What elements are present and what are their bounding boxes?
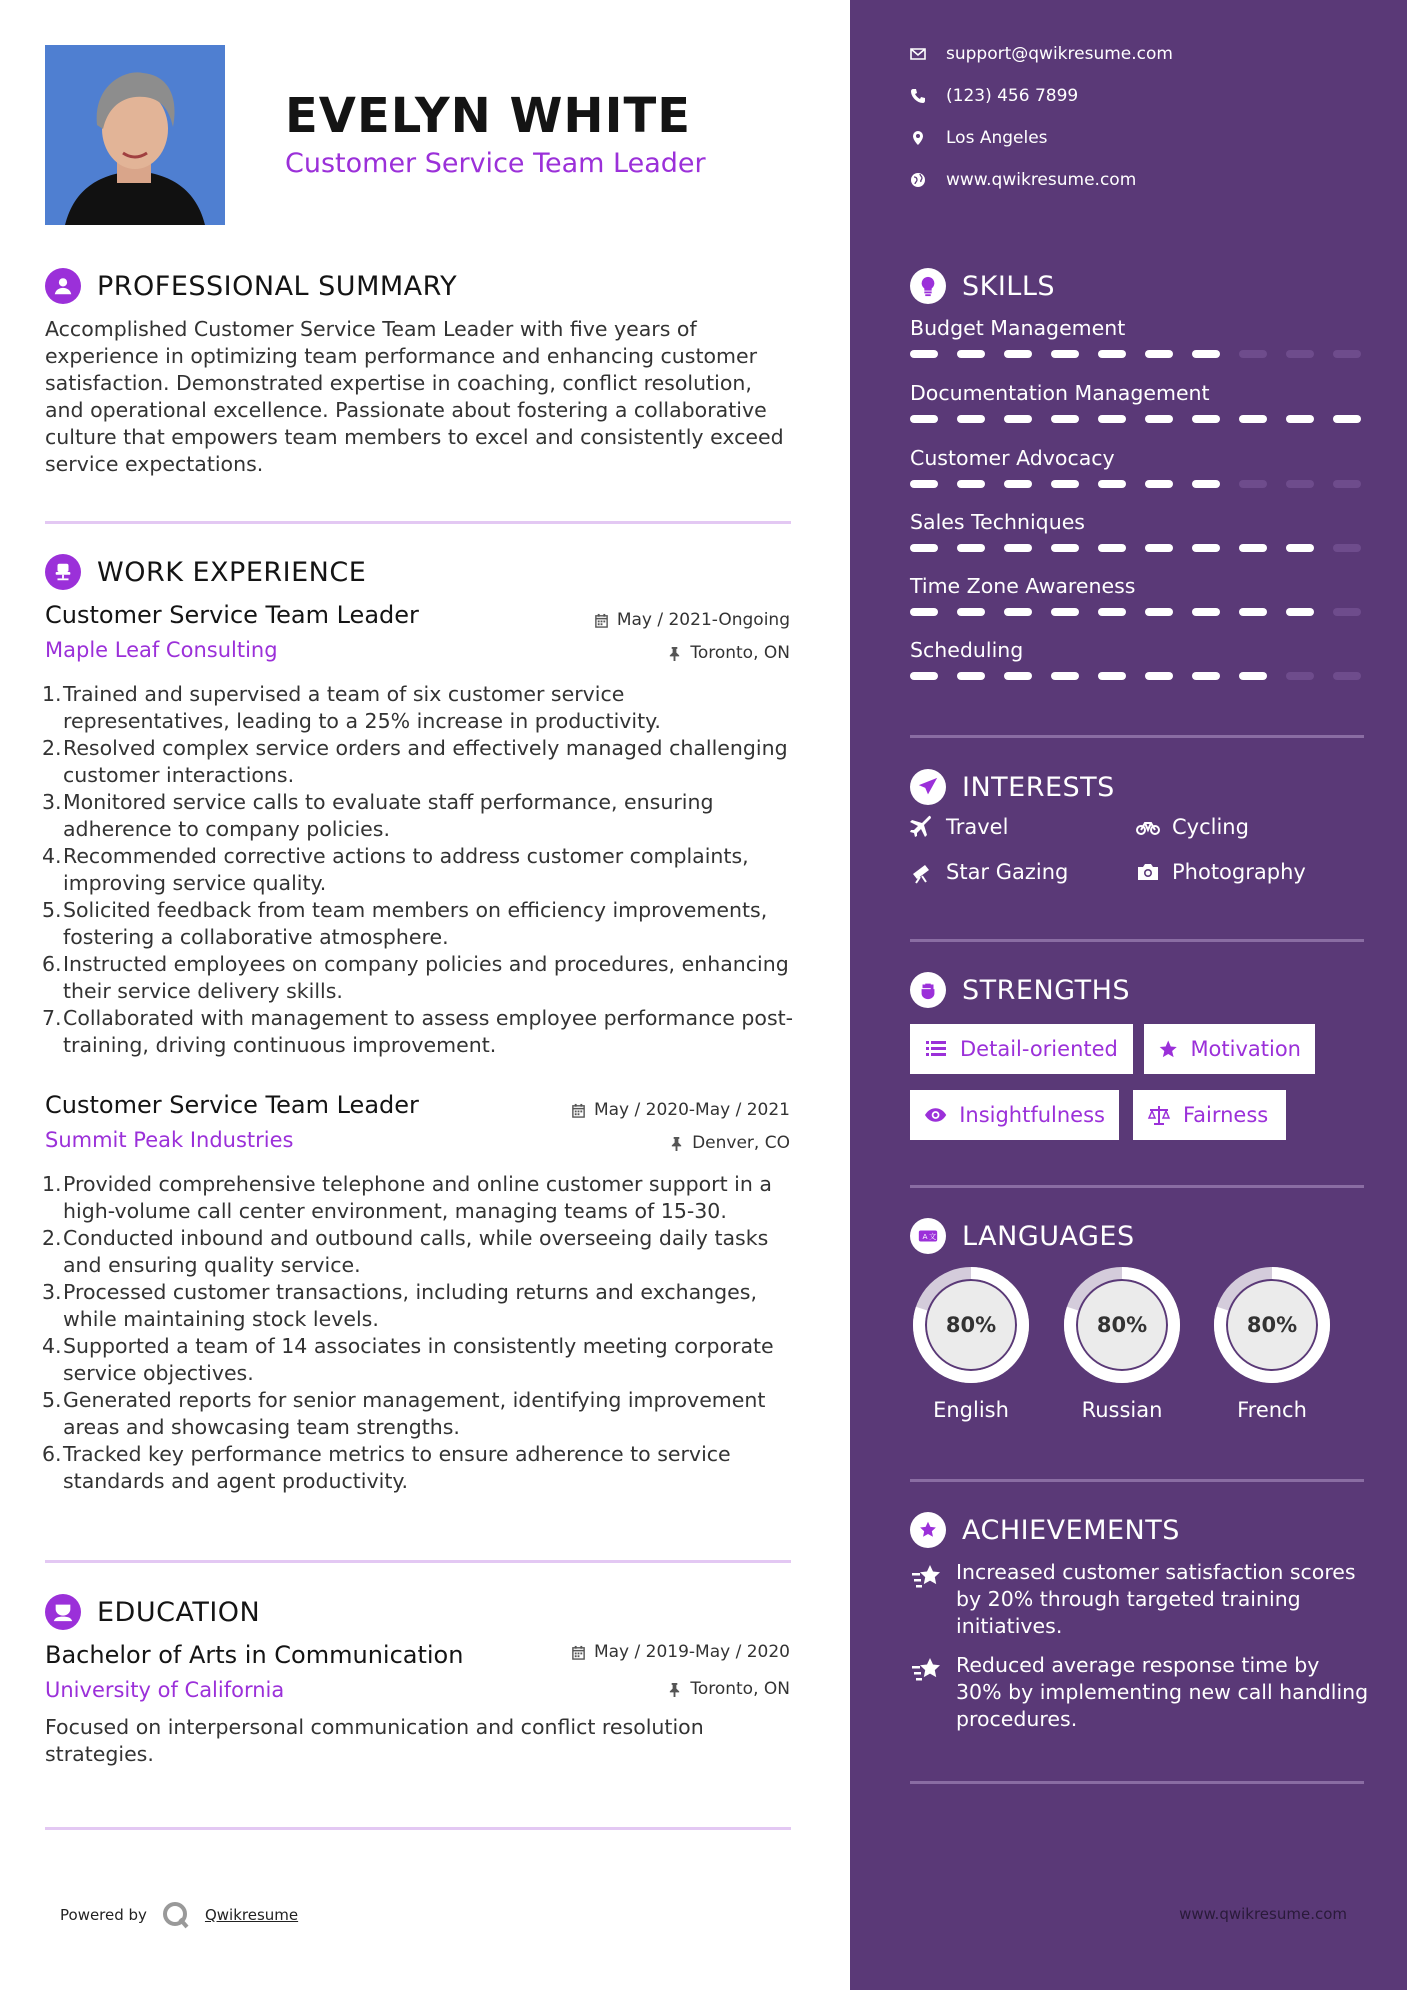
skill-level-segment	[1286, 608, 1314, 616]
interest-travel: Travel	[910, 815, 1008, 839]
website-text[interactable]: www.qwikresume.com	[946, 170, 1137, 190]
skill-level-segment	[1192, 480, 1220, 488]
skill-level-segment	[1286, 415, 1314, 423]
list-item: 3. Monitored service calls to evaluate staff performance, ensuring adherence to company policies.	[42, 790, 714, 841]
skill-level-segment	[1145, 544, 1173, 552]
skill-level-segment	[1004, 672, 1032, 680]
skill-level-segment	[1145, 672, 1173, 680]
skill-level-segment	[910, 350, 938, 358]
language-name: English	[933, 1398, 1009, 1422]
phone-text: (123) 456 7899	[946, 86, 1079, 106]
skill-level-segment	[1004, 480, 1032, 488]
duty-list	[42, 681, 794, 1059]
skill-level-segment	[1051, 672, 1079, 680]
skill-level-segment	[1004, 415, 1032, 423]
skill-name: Scheduling	[910, 638, 1024, 662]
phone-icon	[910, 88, 926, 104]
brand-link[interactable]: Qwikresume	[204, 1906, 299, 1924]
pin-icon	[669, 1136, 684, 1151]
skill-level-segment	[1098, 672, 1126, 680]
skill-level-segment	[910, 608, 938, 616]
pin-icon	[667, 646, 682, 661]
skill-level-segment	[1004, 608, 1032, 616]
skill-level-segment	[1333, 672, 1361, 680]
list-item: 2. Conducted inbound and outbound calls, while overseeing daily tasks and ensuring quality service.	[42, 1226, 769, 1277]
list-item: 6. Tracked key performance metrics to ensure adherence to service standards and agent productivity.	[42, 1442, 731, 1493]
paper-plane-icon	[910, 769, 946, 805]
skill-name: Sales Techniques	[910, 510, 1085, 534]
skill-level-segment	[1286, 544, 1314, 552]
envelope-icon	[910, 46, 926, 62]
skill-level-segment	[1098, 544, 1126, 552]
education-description: Focused on interpersonal communication and conflict resolution strategies.	[45, 1715, 704, 1766]
job-title: Customer Service Team Leader	[45, 1091, 419, 1119]
skill-name: Time Zone Awareness	[910, 574, 1136, 598]
skill-row	[910, 381, 1364, 423]
skill-level-segment	[1192, 672, 1220, 680]
summary-text: Accomplished Customer Service Team Leader with five years of experience in optimizing team performance and enhancing customer satisfaction. Demonstrated expertise in coaching, conflict resolution, and operational excellence. Passionate about fostering a collaborative culture that empowers team members to excel and consistently exceed service expectations.	[45, 317, 784, 476]
strength-insightfulness: Insightfulness	[910, 1090, 1119, 1140]
education-location	[667, 1679, 790, 1699]
interests-title: INTERESTS	[962, 771, 1115, 803]
strengths-heading	[910, 972, 1130, 1008]
skill-level-segment	[1004, 350, 1032, 358]
divider	[910, 1479, 1364, 1482]
skill-level-segment	[957, 480, 985, 488]
job-dates-text: May / 2020-May / 2021	[593, 1100, 790, 1120]
skill-level-bar	[910, 415, 1364, 423]
office-chair-icon	[45, 554, 81, 590]
interests-heading	[910, 769, 1115, 805]
education-heading	[45, 1594, 260, 1630]
job-location-text: Denver, CO	[692, 1133, 790, 1153]
list-item: 1. Trained and supervised a team of six customer service representatives, leading to a 25% increase in productivity.	[42, 682, 661, 733]
strength-motivation: Motivation	[1144, 1024, 1315, 1074]
list-item: 2. Resolved complex service orders and effectively managed challenging customer interactions.	[42, 736, 788, 787]
language-item	[910, 1264, 1032, 1422]
list-item: 4. Recommended corrective actions to address customer complaints, improving service quality.	[42, 844, 749, 895]
skill-level-segment	[1145, 350, 1173, 358]
skill-level-segment	[910, 415, 938, 423]
shooting-star-icon	[910, 1561, 942, 1593]
skill-level-segment	[1098, 350, 1126, 358]
skill-level-segment	[1239, 608, 1267, 616]
skill-level-segment	[1239, 544, 1267, 552]
skill-row	[910, 510, 1364, 552]
profile-photo	[45, 45, 225, 225]
skill-row	[910, 574, 1364, 616]
bicycle-icon	[1136, 815, 1160, 839]
contact-phone	[910, 86, 1078, 106]
candidate-name: EVELYN WHITE	[285, 88, 691, 144]
list-icon	[924, 1037, 948, 1061]
skill-level-segment	[1286, 350, 1314, 358]
achievements-title: ACHIEVEMENTS	[962, 1514, 1180, 1546]
job-location	[669, 1133, 790, 1153]
language-item	[1211, 1264, 1333, 1422]
experience-title: WORK EXPERIENCE	[97, 556, 367, 588]
list-item: 7. Collaborated with management to assess employee performance post-training, driving continuous improvement.	[42, 1006, 794, 1057]
contact-location	[910, 128, 1048, 148]
footer-site[interactable]: www.qwikresume.com	[1179, 1905, 1347, 1923]
language-percent: 80%	[1246, 1313, 1298, 1337]
location-pin-icon	[910, 130, 926, 146]
contact-website	[910, 170, 1136, 190]
interest-cycling: Cycling	[1136, 815, 1249, 839]
skill-level-segment	[1333, 350, 1361, 358]
powered-by	[60, 1900, 298, 1930]
graduate-icon	[45, 1594, 81, 1630]
list-item: 1. Provided comprehensive telephone and online customer support in a high-volume call center environment, managing teams of 15-30.	[42, 1172, 772, 1223]
divider	[910, 1185, 1364, 1188]
skill-level-segment	[1098, 415, 1126, 423]
skill-level-segment	[1192, 544, 1220, 552]
star-icon	[1158, 1037, 1178, 1061]
skill-level-segment	[957, 608, 985, 616]
skill-level-segment	[1051, 480, 1079, 488]
list-item: 6. Instructed employees on company policies and procedures, enhancing their service delivery skills.	[42, 952, 789, 1003]
contact-email	[910, 44, 1173, 64]
skill-level-segment	[1333, 608, 1361, 616]
skill-level-bar	[910, 544, 1364, 552]
calendar-icon	[594, 613, 609, 628]
achievement-item: Increased customer satisfaction scores by 20% through targeted training initiatives.	[910, 1559, 1370, 1640]
duty-list	[42, 1171, 794, 1495]
skill-level-segment	[1286, 480, 1314, 488]
skill-level-segment	[910, 672, 938, 680]
skill-level-segment	[1239, 672, 1267, 680]
skill-level-segment	[1286, 672, 1314, 680]
language-ring	[1211, 1264, 1333, 1386]
skill-level-bar	[910, 480, 1364, 488]
job-dates-text: May / 2021-Ongoing	[616, 610, 790, 630]
strength-detail-oriented: Detail-oriented	[910, 1024, 1133, 1074]
eye-icon	[924, 1103, 947, 1127]
languages-heading	[910, 1218, 1135, 1254]
language-percent: 80%	[945, 1313, 997, 1337]
job-dates	[571, 1100, 790, 1120]
skill-level-segment	[957, 415, 985, 423]
calendar-icon	[571, 1103, 586, 1118]
interest-star-gazing: Star Gazing	[910, 860, 1068, 884]
experience-heading	[45, 554, 366, 590]
skill-name: Documentation Management	[910, 381, 1210, 405]
language-name: French	[1237, 1398, 1307, 1422]
skill-level-segment	[1239, 350, 1267, 358]
skill-row	[910, 446, 1364, 488]
language-name: Russian	[1081, 1398, 1163, 1422]
language-percent: 80%	[1096, 1313, 1148, 1337]
pin-icon	[667, 1682, 682, 1697]
divider	[910, 735, 1364, 738]
language-item	[1061, 1264, 1183, 1422]
skill-level-bar	[910, 608, 1364, 616]
user-icon	[45, 268, 81, 304]
telescope-icon	[910, 860, 934, 884]
skill-level-bar	[910, 672, 1364, 680]
skill-level-segment	[1333, 480, 1361, 488]
summary-heading	[45, 268, 457, 304]
list-item: 4. Supported a team of 14 associates in consistently meeting corporate service objectives.	[42, 1334, 774, 1385]
divider	[45, 521, 791, 524]
divider	[910, 939, 1364, 942]
skill-name: Customer Advocacy	[910, 446, 1115, 470]
skill-name: Budget Management	[910, 316, 1126, 340]
job-title: Customer Service Team Leader	[45, 601, 419, 629]
list-item: 5. Generated reports for senior management, identifying improvement areas and showcasing team strengths.	[42, 1388, 766, 1439]
plane-icon	[910, 815, 934, 839]
qwikresume-logo-icon	[161, 1900, 191, 1930]
shooting-star-icon	[910, 1654, 942, 1686]
job-company: Summit Peak Industries	[45, 1128, 294, 1152]
skill-level-segment	[1239, 415, 1267, 423]
achievements-heading	[910, 1512, 1180, 1548]
job-location	[667, 643, 790, 663]
calendar-icon	[571, 1645, 586, 1660]
camera-icon	[1136, 860, 1160, 884]
skill-level-segment	[1192, 608, 1220, 616]
job-location-text: Toronto, ON	[690, 643, 790, 663]
medal-icon	[910, 1512, 946, 1548]
globe-icon	[910, 172, 926, 188]
skill-level-segment	[1098, 608, 1126, 616]
language-ring	[1061, 1264, 1183, 1386]
language-icon	[910, 1218, 946, 1254]
location-text: Los Angeles	[946, 128, 1048, 148]
skill-level-segment	[957, 672, 985, 680]
fist-icon	[910, 972, 946, 1008]
skill-level-segment	[957, 350, 985, 358]
divider	[45, 1560, 791, 1563]
education-dates	[571, 1642, 790, 1662]
strength-fairness: Fairness	[1133, 1090, 1286, 1140]
skill-level-segment	[957, 544, 985, 552]
list-item: 5. Solicited feedback from team members on efficiency improvements, fostering a collaborative atmosphere.	[42, 898, 768, 949]
education-title: EDUCATION	[97, 1596, 261, 1628]
skill-level-segment	[1051, 544, 1079, 552]
svg-text:A: A	[922, 1231, 928, 1241]
language-ring	[910, 1264, 1032, 1386]
skill-level-segment	[1239, 480, 1267, 488]
divider	[910, 1781, 1364, 1784]
skill-level-segment	[910, 480, 938, 488]
skill-level-segment	[1192, 350, 1220, 358]
lightbulb-icon	[910, 268, 946, 304]
skill-level-segment	[1333, 415, 1361, 423]
skill-level-bar	[910, 350, 1364, 358]
skill-level-segment	[1145, 480, 1173, 488]
skill-level-segment	[910, 544, 938, 552]
email-text: support@qwikresume.com	[946, 44, 1173, 64]
skill-level-segment	[1051, 415, 1079, 423]
svg-text:文: 文	[928, 1231, 937, 1241]
candidate-role: Customer Service Team Leader	[285, 148, 706, 179]
sidebar	[850, 0, 1407, 1990]
list-item: 3. Processed customer transactions, including returns and exchanges, while maintaining stock levels.	[42, 1280, 757, 1331]
divider	[45, 1827, 791, 1830]
strengths-title: STRENGTHS	[962, 974, 1131, 1006]
skill-level-segment	[1004, 544, 1032, 552]
skill-row	[910, 638, 1364, 680]
skills-heading	[910, 268, 1055, 304]
interest-photography: Photography	[1136, 860, 1306, 884]
languages-title: LANGUAGES	[962, 1220, 1135, 1252]
job-dates	[594, 610, 790, 630]
skill-row	[910, 316, 1364, 358]
education-dates-text: May / 2019-May / 2020	[593, 1642, 790, 1662]
skill-level-segment	[1098, 480, 1126, 488]
skill-level-segment	[1145, 608, 1173, 616]
skill-level-segment	[1051, 350, 1079, 358]
education-location-text: Toronto, ON	[690, 1679, 790, 1699]
degree-title: Bachelor of Arts in Communication	[45, 1641, 464, 1669]
skill-level-segment	[1192, 415, 1220, 423]
powered-by-text: Powered by	[60, 1906, 147, 1924]
summary-title: PROFESSIONAL SUMMARY	[97, 270, 458, 302]
scale-icon	[1147, 1103, 1171, 1127]
school-name: University of California	[45, 1678, 285, 1702]
skill-level-segment	[1051, 608, 1079, 616]
job-company: Maple Leaf Consulting	[45, 638, 278, 662]
skills-title: SKILLS	[962, 270, 1056, 302]
achievement-item: Reduced average response time by 30% by implementing new call handling procedures.	[910, 1652, 1370, 1733]
skill-level-segment	[1145, 415, 1173, 423]
skill-level-segment	[1333, 544, 1361, 552]
